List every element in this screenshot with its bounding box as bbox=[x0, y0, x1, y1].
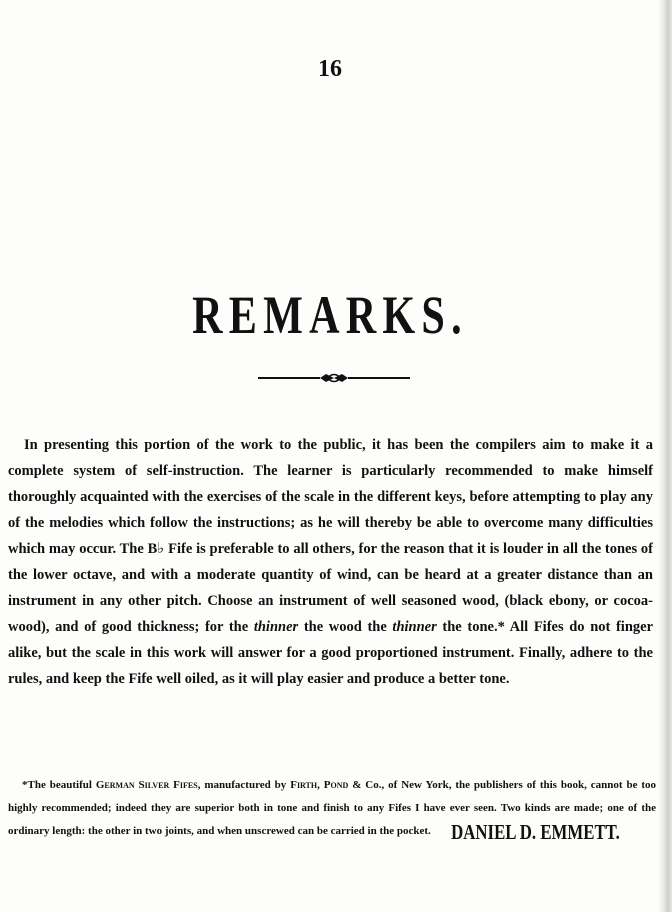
remarks-text-part2: the wood the bbox=[303, 619, 387, 635]
footnote-part1: *The beautiful bbox=[22, 779, 92, 791]
remarks-paragraph bbox=[8, 432, 653, 692]
footnote-part2: , manufactured by bbox=[197, 779, 287, 791]
footnote-brand: German Silver Fifes bbox=[95, 779, 198, 791]
remarks-emphasis-2: thinner bbox=[392, 619, 437, 635]
footnote-publisher: Firth, Pond bbox=[290, 779, 349, 791]
page-edge bbox=[658, 0, 672, 912]
remarks-text-part1: In presenting this portion of the work to the public, it has been the compilers aim to make it a complete system of self-instruction. The learner is particularly recommended to make himself thoroughly acquainted with the exercises of the scale in the different keys, before attempting to play any of the melodies which follow the instructions; as he will thereby be able to overcome many difficulties which may occur. The B♭ Fife is preferable to all others, for the reason that it is louder in all the tones of the lower octave, and with a moderate quantity of wind, can be heard at a greater distance than an instrument in any other pitch. Choose an instrument of well seasoned wood, (black ebony, or cocoa-wood), and of good thickness; for the bbox=[8, 437, 653, 635]
remarks-text-part3: the tone.* All Fifes do not finger alike, but the scale in this work will answer for a good proportioned instrument. Finally, adhere to the rules, and keep the Fife well oiled, as it will play easier and produce a better tone. bbox=[8, 619, 654, 687]
footnote-part3: & Co., of New York, the publishers of this book, cannot be too highly recommended; indeed they are superior both in tone and finish to any Fifes I have ever seen. Two kinds are made; one of the ordinary length: the other in two joints, and when unscrewed can be carried in the pocket. bbox=[8, 779, 657, 837]
remarks-emphasis-1: thinner bbox=[253, 619, 299, 635]
signature: DANIEL D. EMMETT. bbox=[451, 820, 620, 844]
page-title: REMARKS. bbox=[192, 285, 468, 345]
ornament-divider bbox=[256, 370, 412, 386]
page-number: 16 bbox=[318, 56, 342, 82]
